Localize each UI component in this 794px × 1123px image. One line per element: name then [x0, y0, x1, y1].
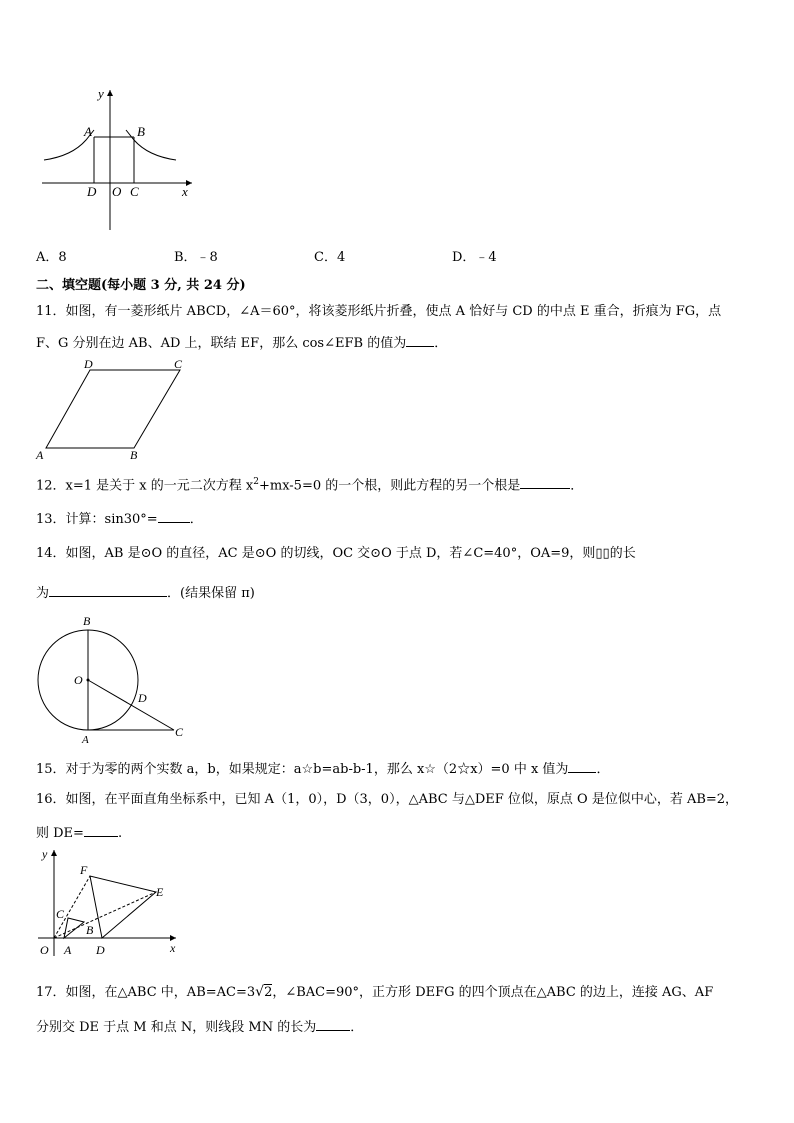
label-D: D	[87, 184, 97, 199]
q17-end: ．	[350, 1020, 364, 1035]
label-C: C	[130, 184, 139, 199]
option-b: B．﹣8	[174, 250, 218, 265]
q11-answer-blank[interactable]	[406, 332, 434, 347]
q17-answer-blank[interactable]	[316, 1016, 350, 1031]
q13-line	[36, 508, 203, 530]
label-B: B	[83, 614, 91, 628]
q13-answer-blank[interactable]	[158, 508, 190, 523]
label-A: A	[64, 943, 72, 957]
label-C: C	[174, 357, 183, 371]
option-c: C．4	[314, 250, 346, 265]
label-C: C	[175, 725, 184, 739]
q11-line2	[36, 332, 447, 354]
segment-OC	[88, 680, 174, 730]
q15-text: 15．对于为零的两个实数 a，b，如果规定：a☆b=ab-b-1，那么 x☆（2☆x）=0 中 x 值为	[36, 762, 569, 777]
q16-line2-text: 则 DE=	[36, 826, 84, 841]
q12-text-pre: 12．x=1 是关于 x 的一元二次方程 x	[36, 478, 254, 494]
q14-answer-blank[interactable]	[49, 582, 167, 597]
q14-line2-text: 为	[36, 586, 50, 601]
label-E: E	[156, 885, 164, 899]
label-A: A	[82, 734, 89, 746]
q17-line2-text: 分别交 DE 于点 M 和点 N，则线段 MN 的长为	[36, 1020, 317, 1035]
center-point	[87, 679, 90, 682]
label-B: B	[130, 448, 138, 460]
label-O: O	[112, 184, 122, 199]
q12-text-mid: +mx-5=0 的一个根，则此方程的另一个根是	[258, 478, 521, 494]
q17-line1	[36, 982, 713, 1003]
q10-options	[36, 248, 736, 268]
q16-line2	[36, 822, 122, 844]
q11-line2-text: F、G 分别在边 AB、AD 上，联结 EF，那么 cos∠EFB 的值为	[36, 336, 407, 351]
option-a: A．8	[36, 250, 67, 265]
q14-line1: 14．如图，AB 是⊙O 的直径，AC 是⊙O 的切线，OC 交⊙O 于点 D，若∠C=40°，OA=9，则▯▯的长	[36, 546, 636, 561]
q16-end: .	[117, 826, 123, 841]
label-D: D	[138, 691, 147, 705]
label-y: y	[42, 847, 48, 861]
label-D: D	[96, 943, 105, 957]
label-B: B	[86, 923, 94, 937]
label-A: A	[36, 448, 44, 460]
q17-text-b: ，∠BAC=90°，正方形 DEFG 的四个顶点在△ABC 的边上，连接 AG、AF	[272, 985, 714, 1000]
label-x: x	[170, 941, 176, 955]
triangle-ABC	[64, 918, 84, 938]
q15-answer-blank[interactable]	[568, 758, 596, 773]
q12-answer-blank[interactable]	[520, 474, 570, 489]
q17-line2	[36, 1016, 363, 1038]
q16-coordinate-figure	[34, 844, 184, 960]
q14-end: ．(结果保留 π)	[167, 586, 255, 601]
label-F: F	[80, 863, 88, 877]
q17-radicand: 2	[264, 985, 273, 1000]
q14-circle-figure	[34, 612, 194, 746]
label-B: B	[137, 124, 145, 139]
sqrt-symbol: √	[255, 984, 265, 1000]
q12-end: ．	[570, 478, 584, 494]
q17-text-a: 17．如图，在△ABC 中，AB=AC=3	[36, 985, 256, 1000]
section-title: 二、填空题(每小题 3 分, 共 24 分)	[36, 278, 246, 293]
q12-line	[36, 472, 583, 496]
q15-end: ．	[596, 762, 610, 777]
dash-OE	[54, 892, 156, 938]
q13-end: ．	[189, 512, 203, 527]
label-x: x	[182, 184, 188, 199]
q10-figure	[36, 84, 196, 232]
q13-text: 13．计算：sin30°=	[36, 512, 158, 527]
label-C: C	[56, 907, 65, 921]
q14-line2	[36, 582, 255, 604]
q15-line	[36, 758, 609, 780]
label-y: y	[98, 86, 104, 101]
label-A: A	[84, 124, 92, 139]
label-D: D	[84, 357, 93, 371]
q11-end: ．	[434, 336, 448, 351]
q12-superscript: 2	[253, 477, 259, 487]
q11-line1: 11．如图，有一菱形纸片 ABCD，∠A＝60°，将该菱形纸片折叠，使点 A 恰好与 CD 的中点 E 重合，折痕为 FG，点	[36, 304, 722, 319]
q16-line1: 16．如图，在平面直角坐标系中，已知 A（1，0），D（3，0），△ABC 与△DEF 位似，原点 O 是位似中心，若 AB=2，	[36, 792, 739, 807]
q11-rhombus-figure	[34, 356, 194, 460]
rhombus-ABCD	[46, 370, 180, 448]
label-O: O	[40, 943, 49, 957]
label-O: O	[74, 673, 83, 687]
option-d: D．﹣4	[452, 250, 497, 265]
q16-answer-blank[interactable]	[84, 822, 118, 837]
